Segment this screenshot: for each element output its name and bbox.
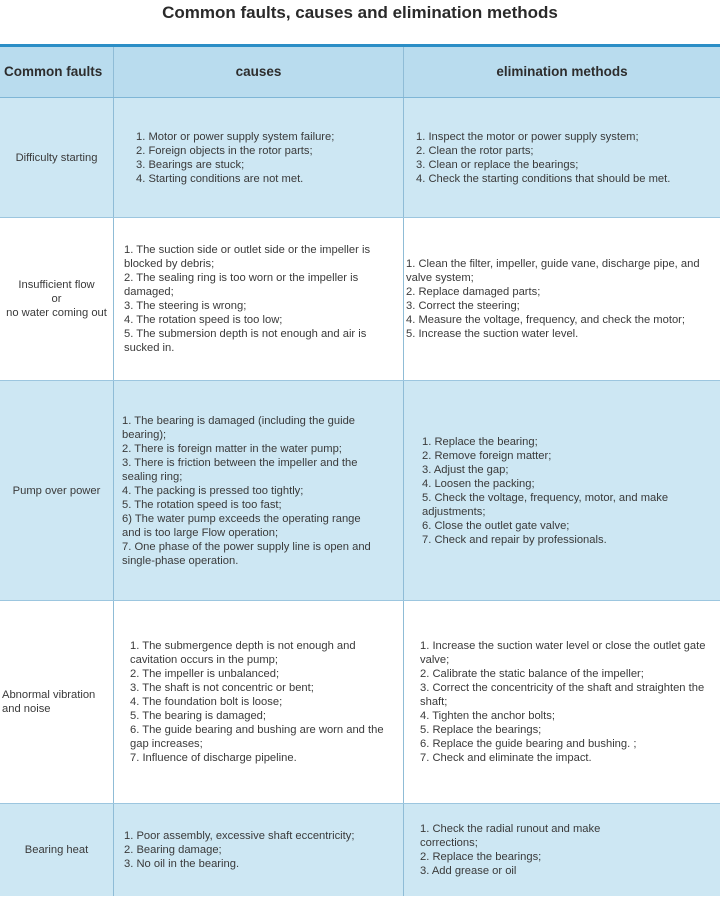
method-item: 2. Replace the bearings; (420, 851, 542, 863)
cause-item: 2. The impeller is unbalanced; (130, 668, 280, 680)
method-item: 4. Check the starting conditions that should be met. (416, 172, 671, 185)
table-row (0, 98, 720, 218)
cause-item: 3. The steering is wrong; (124, 300, 247, 312)
causes-cell (114, 601, 404, 803)
cause-item: 3. No oil in the bearing. (124, 858, 240, 870)
method-item: 5. Check the voltage, frequency, motor, and make adjustments; (422, 491, 669, 518)
method-item: 6. Replace the guide bearing and bushing. ; (420, 738, 637, 750)
methods-cell (404, 381, 720, 600)
methods-cell (404, 804, 720, 896)
method-item: 4. Loosen the packing; (422, 477, 535, 490)
fault-label: Abnormal vibration (2, 689, 96, 701)
cause-item: 1. Poor assembly, excessive shaft eccentricity; (124, 830, 355, 842)
method-item: 2. Replace damaged parts; (406, 286, 541, 298)
fault-label: Insufficient flow (18, 279, 95, 291)
fault-cell (0, 601, 114, 803)
causes-cell (114, 98, 404, 217)
method-item: 5. Increase the suction water level. (406, 328, 579, 340)
table-header-row (0, 47, 720, 98)
method-item: 3. Adjust the gap; (422, 463, 509, 476)
causes-cell (114, 804, 404, 896)
method-item: 3. Add grease or oil (420, 865, 517, 877)
cause-item: 1. The bearing is damaged (including the guide bearing); (122, 414, 356, 441)
page-title: Common faults, causes and elimination methods (162, 3, 558, 22)
cause-item: 4. The rotation speed is too low; (124, 314, 283, 326)
fault-label: and noise (2, 703, 51, 715)
header-causes: causes (114, 47, 404, 97)
cause-item: 6. The guide bearing and bushing are worn and the gap increases; (130, 724, 384, 750)
fault-label: Bearing heat (24, 844, 89, 856)
cause-item: 3. There is friction between the impeller and the sealing ring; (122, 456, 358, 483)
cause-item: 4. Starting conditions are not met. (136, 172, 304, 185)
cause-item: 7. Influence of discharge pipeline. (130, 752, 297, 764)
fault-label: or (51, 293, 62, 305)
fault-cell (0, 218, 114, 380)
header-common-faults: Common faults (0, 47, 114, 97)
cause-item: 5. The rotation speed is too fast; (122, 498, 282, 511)
cause-item: 1. The submergence depth is not enough and cavitation occurs in the pump; (130, 640, 356, 666)
cause-item: 3. The shaft is not concentric or bent; (130, 682, 314, 694)
table-row (0, 601, 720, 804)
method-item: 1. Increase the suction water level or close the outlet gate valve; (420, 640, 706, 666)
cause-item: 4. The packing is pressed too tightly; (122, 484, 304, 497)
fault-label: Pump over power (12, 484, 101, 497)
method-item: 1. Check the radial runout and make corrections; (420, 823, 601, 849)
method-item: 4. Tighten the anchor bolts; (420, 710, 555, 722)
cause-item: 2. The sealing ring is too worn or the impeller is damaged; (124, 272, 359, 298)
fault-label: Difficulty starting (15, 151, 98, 164)
cause-item: 2. Bearing damage; (124, 844, 222, 856)
method-item: 1. Inspect the motor or power supply system; (416, 130, 639, 143)
cause-item: 3. Bearings are stuck; (136, 158, 245, 171)
causes-cell (114, 381, 404, 600)
method-item: 2. Remove foreign matter; (422, 449, 552, 462)
cause-item: 2. Foreign objects in the rotor parts; (136, 144, 313, 157)
cause-item: 1. Motor or power supply system failure; (136, 130, 335, 143)
cause-item: 2. There is foreign matter in the water pump; (122, 442, 342, 455)
method-item: 7. Check and eliminate the impact. (420, 752, 592, 764)
table-row (0, 218, 720, 381)
fault-label: no water coming out (6, 307, 107, 319)
causes-cell (114, 218, 404, 380)
method-item: 2. Calibrate the static balance of the impeller; (420, 668, 644, 680)
method-item: 2. Clean the rotor parts; (416, 144, 534, 157)
fault-cell (0, 381, 114, 600)
method-item: 3. Clean or replace the bearings; (416, 158, 579, 171)
cause-item: 6) The water pump exceeds the operating range and is too large Flow operation; (122, 512, 361, 539)
fault-cell (0, 804, 114, 896)
table-row (0, 804, 720, 896)
cause-item: 5. The bearing is damaged; (130, 710, 266, 722)
table-row (0, 381, 720, 601)
method-item: 3. Correct the concentricity of the shaft and straighten the shaft; (420, 682, 705, 708)
method-item: 6. Close the outlet gate valve; (422, 519, 570, 532)
methods-cell (404, 218, 720, 380)
methods-cell (404, 98, 720, 217)
cause-item: 7. One phase of the power supply line is open and single-phase operation. (122, 540, 371, 567)
method-item: 4. Measure the voltage, frequency, and check the motor; (406, 314, 686, 326)
header-elimination-methods: elimination methods (496, 64, 628, 79)
method-item: 5. Replace the bearings; (420, 724, 542, 736)
method-item: 1. Clean the filter, impeller, guide vane, discharge pipe, and valve system; (406, 258, 700, 284)
method-item: 1. Replace the bearing; (422, 435, 538, 448)
fault-cell (0, 98, 114, 217)
method-item: 3. Correct the steering; (406, 300, 520, 312)
method-item: 7. Check and repair by professionals. (422, 533, 607, 546)
cause-item: 5. The submersion depth is not enough and air is sucked in. (124, 328, 367, 354)
faults-table (0, 44, 720, 896)
methods-cell (404, 601, 720, 803)
cause-item: 1. The suction side or outlet side or the impeller is blocked by debris; (124, 244, 371, 270)
cause-item: 4. The foundation bolt is loose; (130, 696, 283, 708)
